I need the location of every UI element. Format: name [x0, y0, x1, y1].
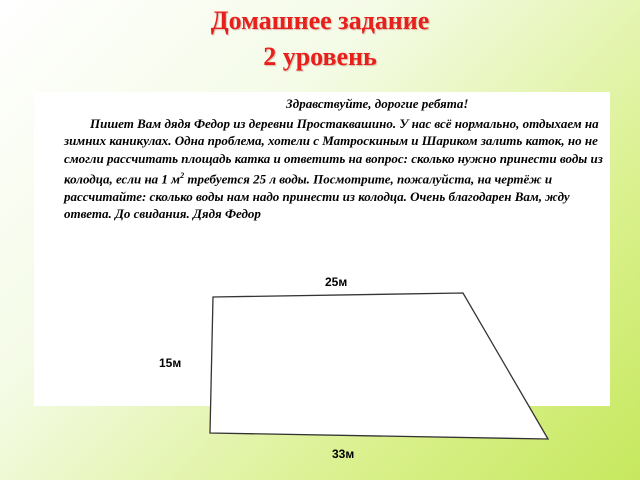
letter-greeting: Здравствуйте, дорогие ребята! [286, 96, 469, 111]
letter-text-part-2: требуется 25 л воды. Посмотрите, пожалуйста, на чертёж и рассчитайте: сколько воды нам надо принести из колодца. Очень благодарен Вам, жду ответа. До свидания. Дядя Федор [64, 171, 570, 222]
top-side-label: 25м [325, 275, 348, 289]
square-meter-superscript: 2 [180, 171, 185, 181]
page-title-line-1: Домашнее задание [210, 6, 430, 35]
bottom-side-label: 33м [332, 447, 355, 461]
letter-text-part-1: Пишет Вам дядя Федор из деревни Простаквашино. У нас всё нормально, отдыхаем на зимних каникулах. Одна проблема, хотели с Матроскиным и Шариком залить каток, но не смогли рассчитать площадь катка и ответить на вопрос: сколько нужно принести воды из колодца, если на 1 м [64, 116, 603, 187]
left-side-label: 15м [159, 356, 182, 370]
trapezoid-shape [210, 293, 548, 439]
page-title-line-2: 2 уровень [263, 42, 377, 71]
